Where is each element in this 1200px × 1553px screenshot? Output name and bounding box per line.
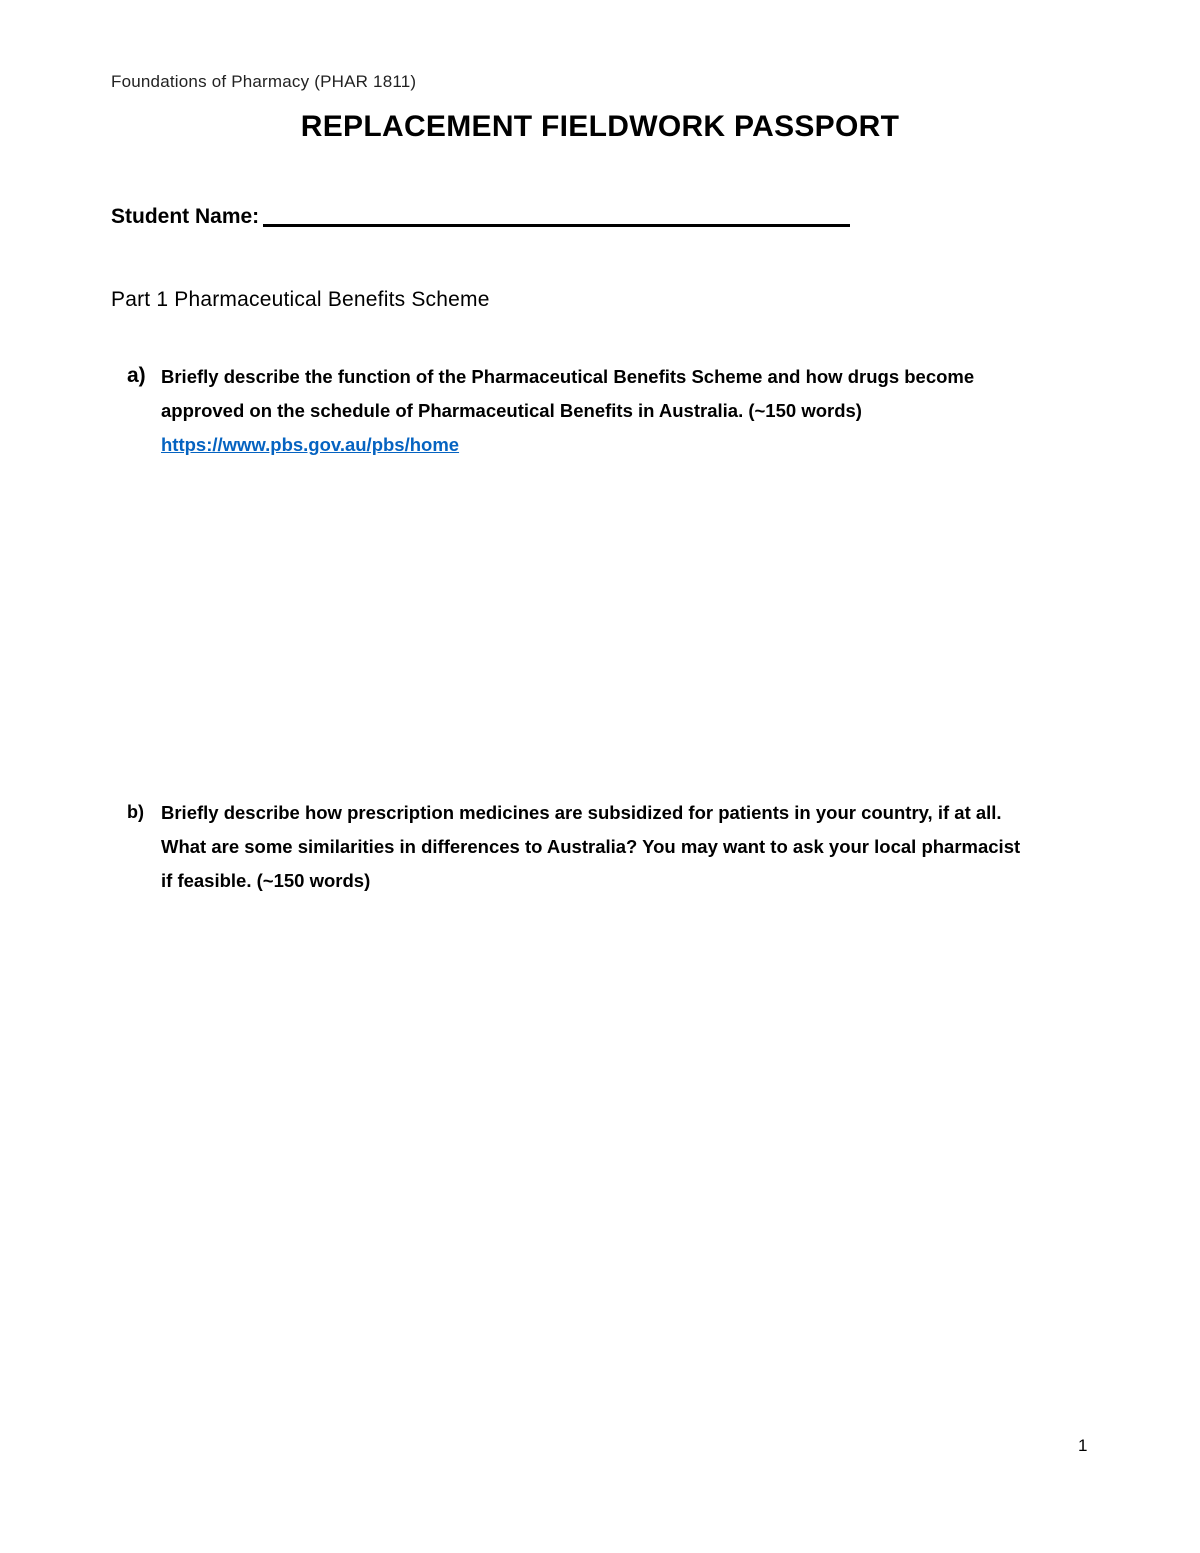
question-b-line-2: What are some similarities in differences to Australia? You may want to ask your local pharmacist bbox=[161, 836, 1021, 857]
student-name-row bbox=[111, 204, 850, 229]
question-a-label: a) bbox=[127, 364, 146, 387]
page-number: 1 bbox=[1078, 1436, 1088, 1455]
document-title: REPLACEMENT FIELDWORK PASSPORT bbox=[300, 110, 900, 143]
question-b-line-1: Briefly describe how prescription medicines are subsidized for patients in your country, if at all. bbox=[161, 802, 1002, 823]
question-a-text bbox=[161, 360, 1061, 462]
question-b-text bbox=[161, 796, 1091, 898]
question-a-line-1: Briefly describe the function of the Pharmaceutical Benefits Scheme and how drugs become bbox=[161, 366, 975, 387]
student-name-label: Student Name: bbox=[111, 205, 260, 228]
part-1-heading: Part 1 Pharmaceutical Benefits Scheme bbox=[111, 288, 490, 311]
student-name-blank-line bbox=[263, 204, 850, 227]
question-a-line-2: approved on the schedule of Pharmaceutical Benefits in Australia. (~150 words) bbox=[161, 400, 862, 421]
question-b-line-3: if feasible. (~150 words) bbox=[161, 870, 371, 891]
course-header: Foundations of Pharmacy (PHAR 1811) bbox=[111, 72, 417, 91]
question-b-label: b) bbox=[127, 802, 144, 822]
pbs-website-link[interactable]: https://www.pbs.gov.au/pbs/home bbox=[161, 434, 460, 455]
